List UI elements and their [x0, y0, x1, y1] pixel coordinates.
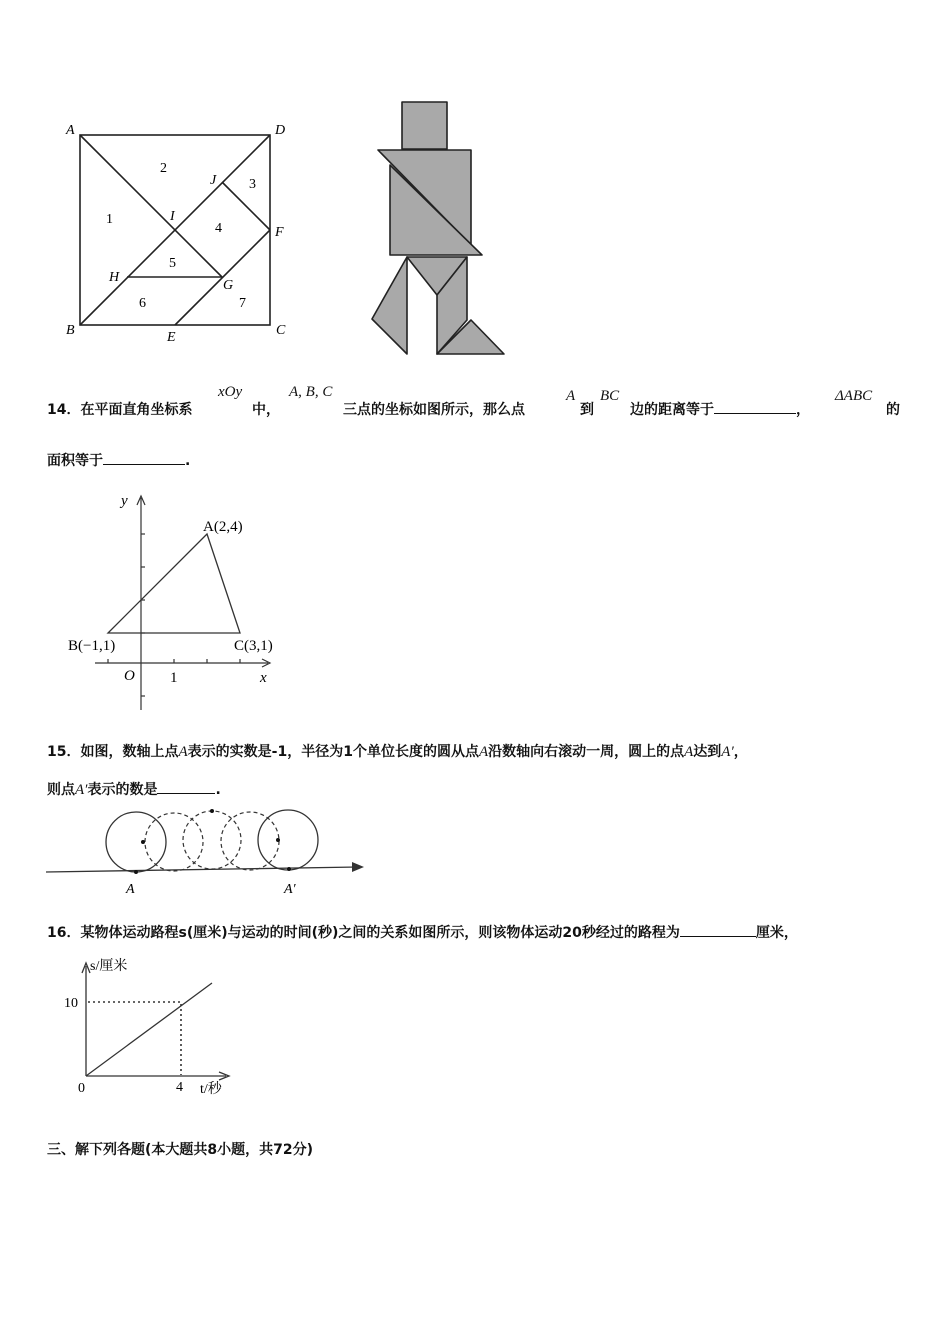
- piece-1-label: 1: [106, 212, 113, 227]
- label-E: E: [167, 330, 176, 345]
- answer-blank-number[interactable]: [157, 779, 215, 794]
- point-A-label: A: [126, 882, 135, 897]
- label-I: I: [170, 209, 175, 224]
- math-ABC: A, B, C: [289, 384, 333, 400]
- math-A: A: [566, 388, 576, 404]
- question-15-line-2: 则点A′表示的数是 .: [47, 779, 221, 799]
- label-G: G: [223, 278, 234, 293]
- math-xOy: xOy: [218, 384, 243, 400]
- question-number: 16．: [47, 925, 81, 941]
- math-triangle-ABC: ΔABC: [835, 388, 873, 404]
- piece-3-label: 3: [249, 177, 256, 192]
- x-axis-label: x: [260, 670, 267, 686]
- piece-5-label: 5: [169, 256, 176, 271]
- question-number: 15．: [47, 744, 81, 760]
- point-B-label: B(−1,1): [68, 638, 116, 654]
- piece-4-label: 4: [215, 221, 222, 236]
- section-3-heading: 三、解下列各题(本大题共8小题，共72分): [47, 1142, 314, 1158]
- math-BC: BC: [600, 388, 620, 404]
- distance-time-graph: [58, 953, 248, 1103]
- piece-2-label: 2: [160, 161, 167, 176]
- point-A-prime-label: A′: [284, 882, 296, 897]
- point-A-label: A(2,4): [203, 519, 243, 535]
- triangle-ABC: [108, 534, 240, 633]
- origin-label: O: [124, 668, 135, 684]
- label-B: B: [66, 323, 75, 338]
- piece-6-label: 6: [139, 296, 146, 311]
- rolling-circle-figure: [42, 805, 372, 900]
- coordinate-plane-figure: [60, 485, 295, 715]
- question-16-line-1: 16．某物体运动路程s(厘米)与运动的时间(秒)之间的关系如图所示，则该物体运动20秒经过的路程为 厘米，: [47, 922, 798, 942]
- label-A: A: [66, 123, 75, 138]
- question-14-line-2: 面积等于 .: [47, 450, 190, 470]
- point-C-label: C(3,1): [234, 638, 273, 654]
- tick-label-1: 1: [170, 670, 178, 686]
- origin-label: 0: [78, 1081, 85, 1096]
- x-axis-label: t/秒: [200, 1082, 222, 1097]
- tangram-person-figure: [365, 95, 515, 361]
- y-axis-label: y: [121, 493, 128, 509]
- tangram-square-figure: [55, 118, 305, 350]
- answer-blank-area[interactable]: [103, 450, 185, 465]
- answer-blank-distance[interactable]: [714, 399, 796, 414]
- y-tick-10: 10: [64, 996, 78, 1011]
- piece-7-label: 7: [239, 296, 246, 311]
- question-14-line-1: 14．在平面直角坐标系: [47, 402, 193, 418]
- label-H: H: [109, 270, 120, 285]
- question-15-line-1: 15．如图，数轴上点A表示的实数是-1，半径为1个单位长度的圆从点A沿数轴向右滚动一周，圆上的点A达到A′，: [47, 744, 748, 760]
- x-tick-4: 4: [176, 1080, 183, 1095]
- answer-blank-distance[interactable]: [680, 922, 756, 937]
- question-number: 14．: [47, 402, 81, 418]
- label-F: F: [275, 225, 284, 240]
- label-C: C: [276, 323, 286, 338]
- label-J: J: [210, 173, 217, 188]
- y-axis-label: s/厘米: [90, 959, 128, 974]
- label-D: D: [275, 123, 286, 138]
